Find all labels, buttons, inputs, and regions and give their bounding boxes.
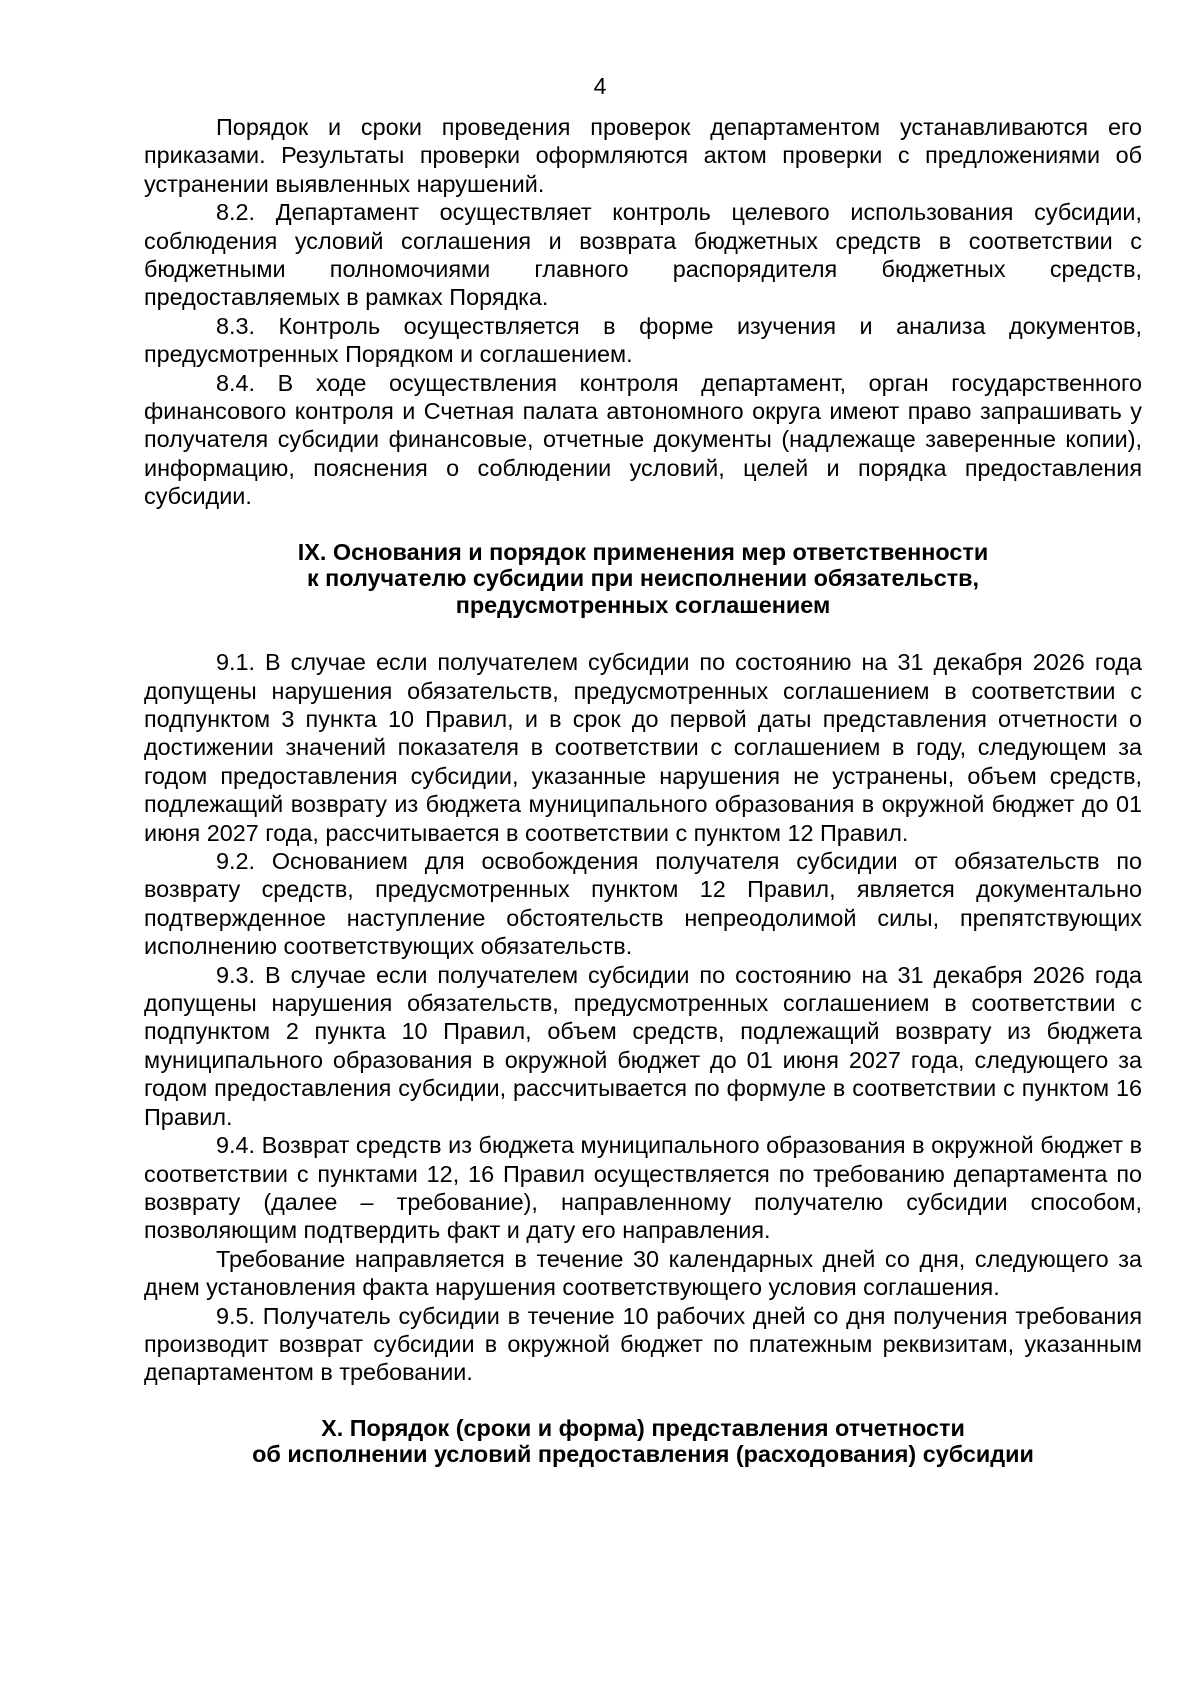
paragraph-9-4: 9.4. Возврат средств из бюджета муниципального образования в окружной бюджет в соответствии с пунктами 12, 16 Правил осуществляется по требованию департамента по возврату (далее – требование), направленному получателю субсидии способом, позволяющим подтвердить факт и дату его направления. — [144, 1132, 1142, 1244]
paragraph-9-1: 9.1. В случае если получателем субсидии по состоянию на 31 декабря 2026 года допущены нарушения обязательств, предусмотренных соглашением в соответствии с подпунктом 3 пункта 10 Правил, и в срок до первой даты представления отчетности о достижении значений показателя в соответствии с соглашением в году, следующем за годом предоставления субсидии, указанные нарушения не устранены, объем средств, подлежащий возврату из бюджета муниципального образования в окружной бюджет до 01 июня 2027 года, рассчитывается в соответствии с пунктом 12 Правил. — [144, 649, 1142, 846]
paragraph-9-5: 9.5. Получатель субсидии в течение 10 рабочих дней со дня получения требования производит возврат субсидии в окружной бюджет по платежным реквизитам, указанным департаментом в требовании. — [144, 1302, 1142, 1386]
section-9-heading — [144, 539, 1142, 619]
paragraph-9-4-requirement: Требование направляется в течение 30 календарных дней со дня, следующего за днем установления факта нарушения соответствующего условия соглашения. — [144, 1245, 1142, 1301]
page-number: 4 — [593, 73, 607, 99]
section-10-heading-line-2: об исполнении условий предоставления (расходования) субсидии — [252, 1441, 1034, 1468]
document-body — [144, 113, 1142, 1468]
section-9-heading-line-1: IX. Основания и порядок применения мер ответственности — [297, 538, 989, 565]
paragraph-8-4: 8.4. В ходе осуществления контроля департамент, орган государственного финансового контроля и Счетная палата автономного округа имеют право запрашивать у получателя субсидии финансовые, отчетные документы (надлежаще заверенные копии), информацию, пояснения о соблюдении условий, целей и порядка предоставления субсидии. — [144, 369, 1142, 510]
section-10-heading — [144, 1415, 1142, 1468]
section-9-heading-line-2: к получателю субсидии при неисполнении обязательств, — [306, 565, 980, 592]
paragraph-8-3: 8.3. Контроль осуществляется в форме изучения и анализа документов, предусмотренных Порядком и соглашением. — [144, 312, 1142, 368]
section-9-heading-line-3: предусмотренных соглашением — [455, 591, 831, 618]
paragraph-8-2: 8.2. Департамент осуществляет контроль целевого использования субсидии, соблюдения условий соглашения и возврата бюджетных средств в соответствии с бюджетными полномочиями главного распорядителя бюджетных средств, предоставляемых в рамках Порядка. — [144, 199, 1142, 311]
section-10-heading-line-1: X. Порядок (сроки и форма) представления отчетности — [321, 1414, 965, 1441]
paragraph-9-2: 9.2. Основанием для освобождения получателя субсидии от обязательств по возврату средств, предусмотренных пунктом 12 Правил, является документально подтвержденное наступление обстоятельств непреодолимой силы, препятствующих исполнению соответствующих обязательств. — [144, 848, 1142, 960]
paragraph-9-3: 9.3. В случае если получателем субсидии по состоянию на 31 декабря 2026 года допущены нарушения обязательств, предусмотренных соглашением в соответствии с подпунктом 2 пункта 10 Правил, объем средств, подлежащий возврату из бюджета муниципального образования в окружной бюджет до 01 июня 2027 года, следующего за годом предоставления субсидии, рассчитывается по формуле в соответствии с пунктом 16 Правил. — [144, 961, 1142, 1130]
paragraph-intro: Порядок и сроки проведения проверок департаментом устанавливаются его приказами. Результаты проверки оформляются актом проверки с предложениями об устранении выявленных нарушений. — [144, 114, 1142, 197]
